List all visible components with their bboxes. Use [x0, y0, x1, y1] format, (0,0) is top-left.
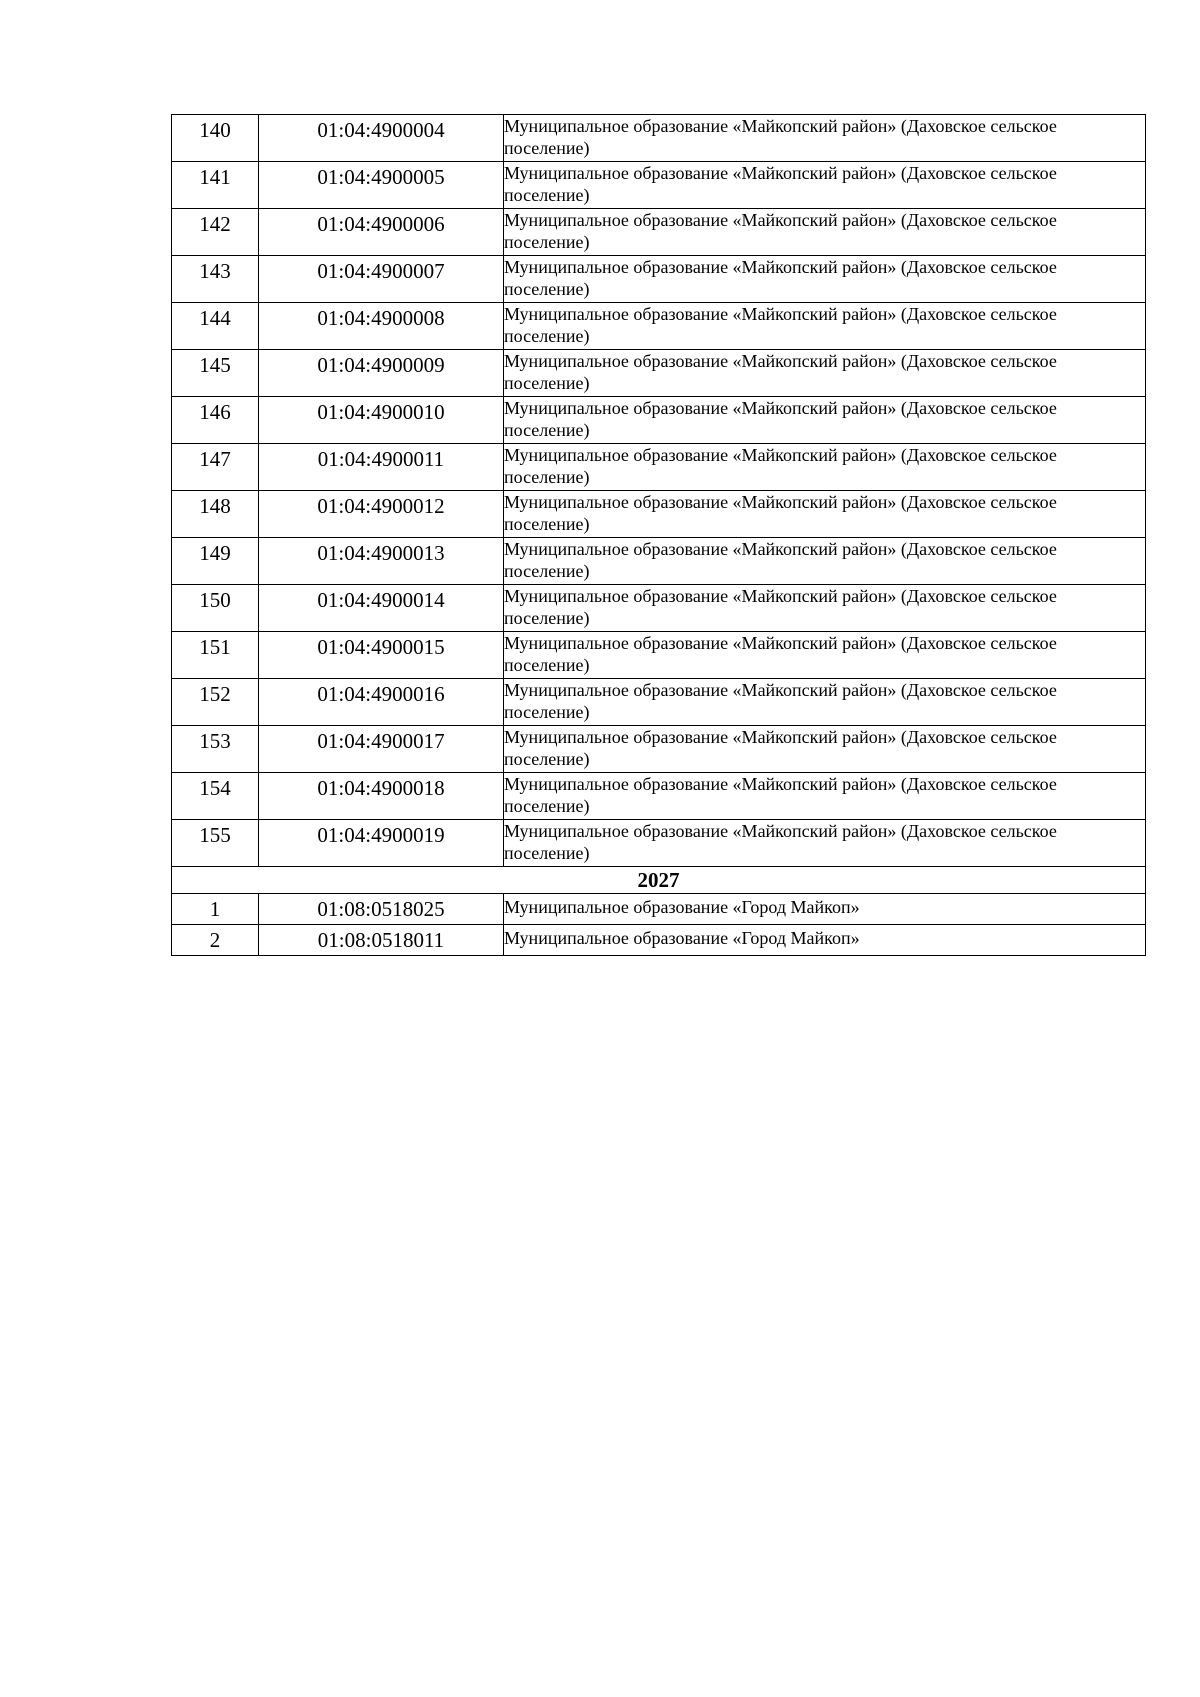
row-number-cell: 143 — [172, 256, 259, 303]
row-number-cell: 141 — [172, 162, 259, 209]
row-number-cell: 153 — [172, 726, 259, 773]
row-number-cell: 2 — [172, 925, 259, 956]
row-number-cell: 142 — [172, 209, 259, 256]
cadastral-code-cell: 01:04:4900006 — [259, 209, 504, 256]
table-row — [172, 350, 1146, 397]
cadastral-code-cell: 01:04:4900009 — [259, 350, 504, 397]
cadastral-code-cell: 01:04:4900015 — [259, 632, 504, 679]
description-cell: Муниципальное образование «Майкопский район» (Даховское сельское поселение) — [504, 209, 1146, 256]
table-row — [172, 256, 1146, 303]
cadastral-code-cell: 01:04:4900019 — [259, 820, 504, 867]
table-row — [172, 820, 1146, 867]
table-row — [172, 925, 1146, 956]
table-body — [172, 115, 1146, 956]
year-heading: 2027 — [172, 867, 1146, 894]
row-number-cell: 149 — [172, 538, 259, 585]
row-number-cell: 140 — [172, 115, 259, 162]
description-cell: Муниципальное образование «Майкопский район» (Даховское сельское поселение) — [504, 256, 1146, 303]
cadastral-code-cell: 01:04:4900018 — [259, 773, 504, 820]
description-cell: Муниципальное образование «Майкопский район» (Даховское сельское поселение) — [504, 585, 1146, 632]
table-row — [172, 894, 1146, 925]
row-number-cell: 150 — [172, 585, 259, 632]
table-row — [172, 632, 1146, 679]
cadastral-code-cell: 01:08:0518025 — [259, 894, 504, 925]
description-cell: Муниципальное образование «Майкопский район» (Даховское сельское поселение) — [504, 538, 1146, 585]
table-row — [172, 491, 1146, 538]
description-cell: Муниципальное образование «Майкопский район» (Даховское сельское поселение) — [504, 303, 1146, 350]
cadastral-code-cell: 01:04:4900014 — [259, 585, 504, 632]
cadastral-table — [171, 114, 1146, 956]
row-number-cell: 148 — [172, 491, 259, 538]
description-cell: Муниципальное образование «Майкопский район» (Даховское сельское поселение) — [504, 115, 1146, 162]
year-heading-row — [172, 867, 1146, 894]
cadastral-code-cell: 01:04:4900011 — [259, 444, 504, 491]
cadastral-code-cell: 01:08:0518011 — [259, 925, 504, 956]
row-number-cell: 154 — [172, 773, 259, 820]
description-cell: Муниципальное образование «Майкопский район» (Даховское сельское поселение) — [504, 820, 1146, 867]
table-row — [172, 303, 1146, 350]
description-cell: Муниципальное образование «Город Майкоп» — [504, 925, 1146, 956]
table-row — [172, 444, 1146, 491]
table-row — [172, 397, 1146, 444]
cadastral-code-cell: 01:04:4900016 — [259, 679, 504, 726]
description-cell: Муниципальное образование «Майкопский район» (Даховское сельское поселение) — [504, 162, 1146, 209]
description-cell: Муниципальное образование «Майкопский район» (Даховское сельское поселение) — [504, 726, 1146, 773]
description-cell: Муниципальное образование «Майкопский район» (Даховское сельское поселение) — [504, 491, 1146, 538]
row-number-cell: 147 — [172, 444, 259, 491]
cadastral-code-cell: 01:04:4900004 — [259, 115, 504, 162]
cadastral-code-cell: 01:04:4900005 — [259, 162, 504, 209]
description-cell: Муниципальное образование «Майкопский район» (Даховское сельское поселение) — [504, 444, 1146, 491]
row-number-cell: 1 — [172, 894, 259, 925]
table-row — [172, 162, 1146, 209]
description-cell: Муниципальное образование «Майкопский район» (Даховское сельское поселение) — [504, 350, 1146, 397]
description-cell: Муниципальное образование «Майкопский район» (Даховское сельское поселение) — [504, 773, 1146, 820]
cadastral-code-cell: 01:04:4900008 — [259, 303, 504, 350]
cadastral-code-cell: 01:04:4900007 — [259, 256, 504, 303]
description-cell: Муниципальное образование «Город Майкоп» — [504, 894, 1146, 925]
cadastral-code-cell: 01:04:4900017 — [259, 726, 504, 773]
row-number-cell: 152 — [172, 679, 259, 726]
description-cell: Муниципальное образование «Майкопский район» (Даховское сельское поселение) — [504, 397, 1146, 444]
cadastral-code-cell: 01:04:4900012 — [259, 491, 504, 538]
row-number-cell: 145 — [172, 350, 259, 397]
table-row — [172, 585, 1146, 632]
table-row — [172, 209, 1146, 256]
row-number-cell: 144 — [172, 303, 259, 350]
table-row — [172, 773, 1146, 820]
row-number-cell: 146 — [172, 397, 259, 444]
description-cell: Муниципальное образование «Майкопский район» (Даховское сельское поселение) — [504, 679, 1146, 726]
row-number-cell: 151 — [172, 632, 259, 679]
cadastral-code-cell: 01:04:4900010 — [259, 397, 504, 444]
table-row — [172, 115, 1146, 162]
cadastral-code-cell: 01:04:4900013 — [259, 538, 504, 585]
table-row — [172, 538, 1146, 585]
table-row — [172, 679, 1146, 726]
row-number-cell: 155 — [172, 820, 259, 867]
description-cell: Муниципальное образование «Майкопский район» (Даховское сельское поселение) — [504, 632, 1146, 679]
table-row — [172, 726, 1146, 773]
